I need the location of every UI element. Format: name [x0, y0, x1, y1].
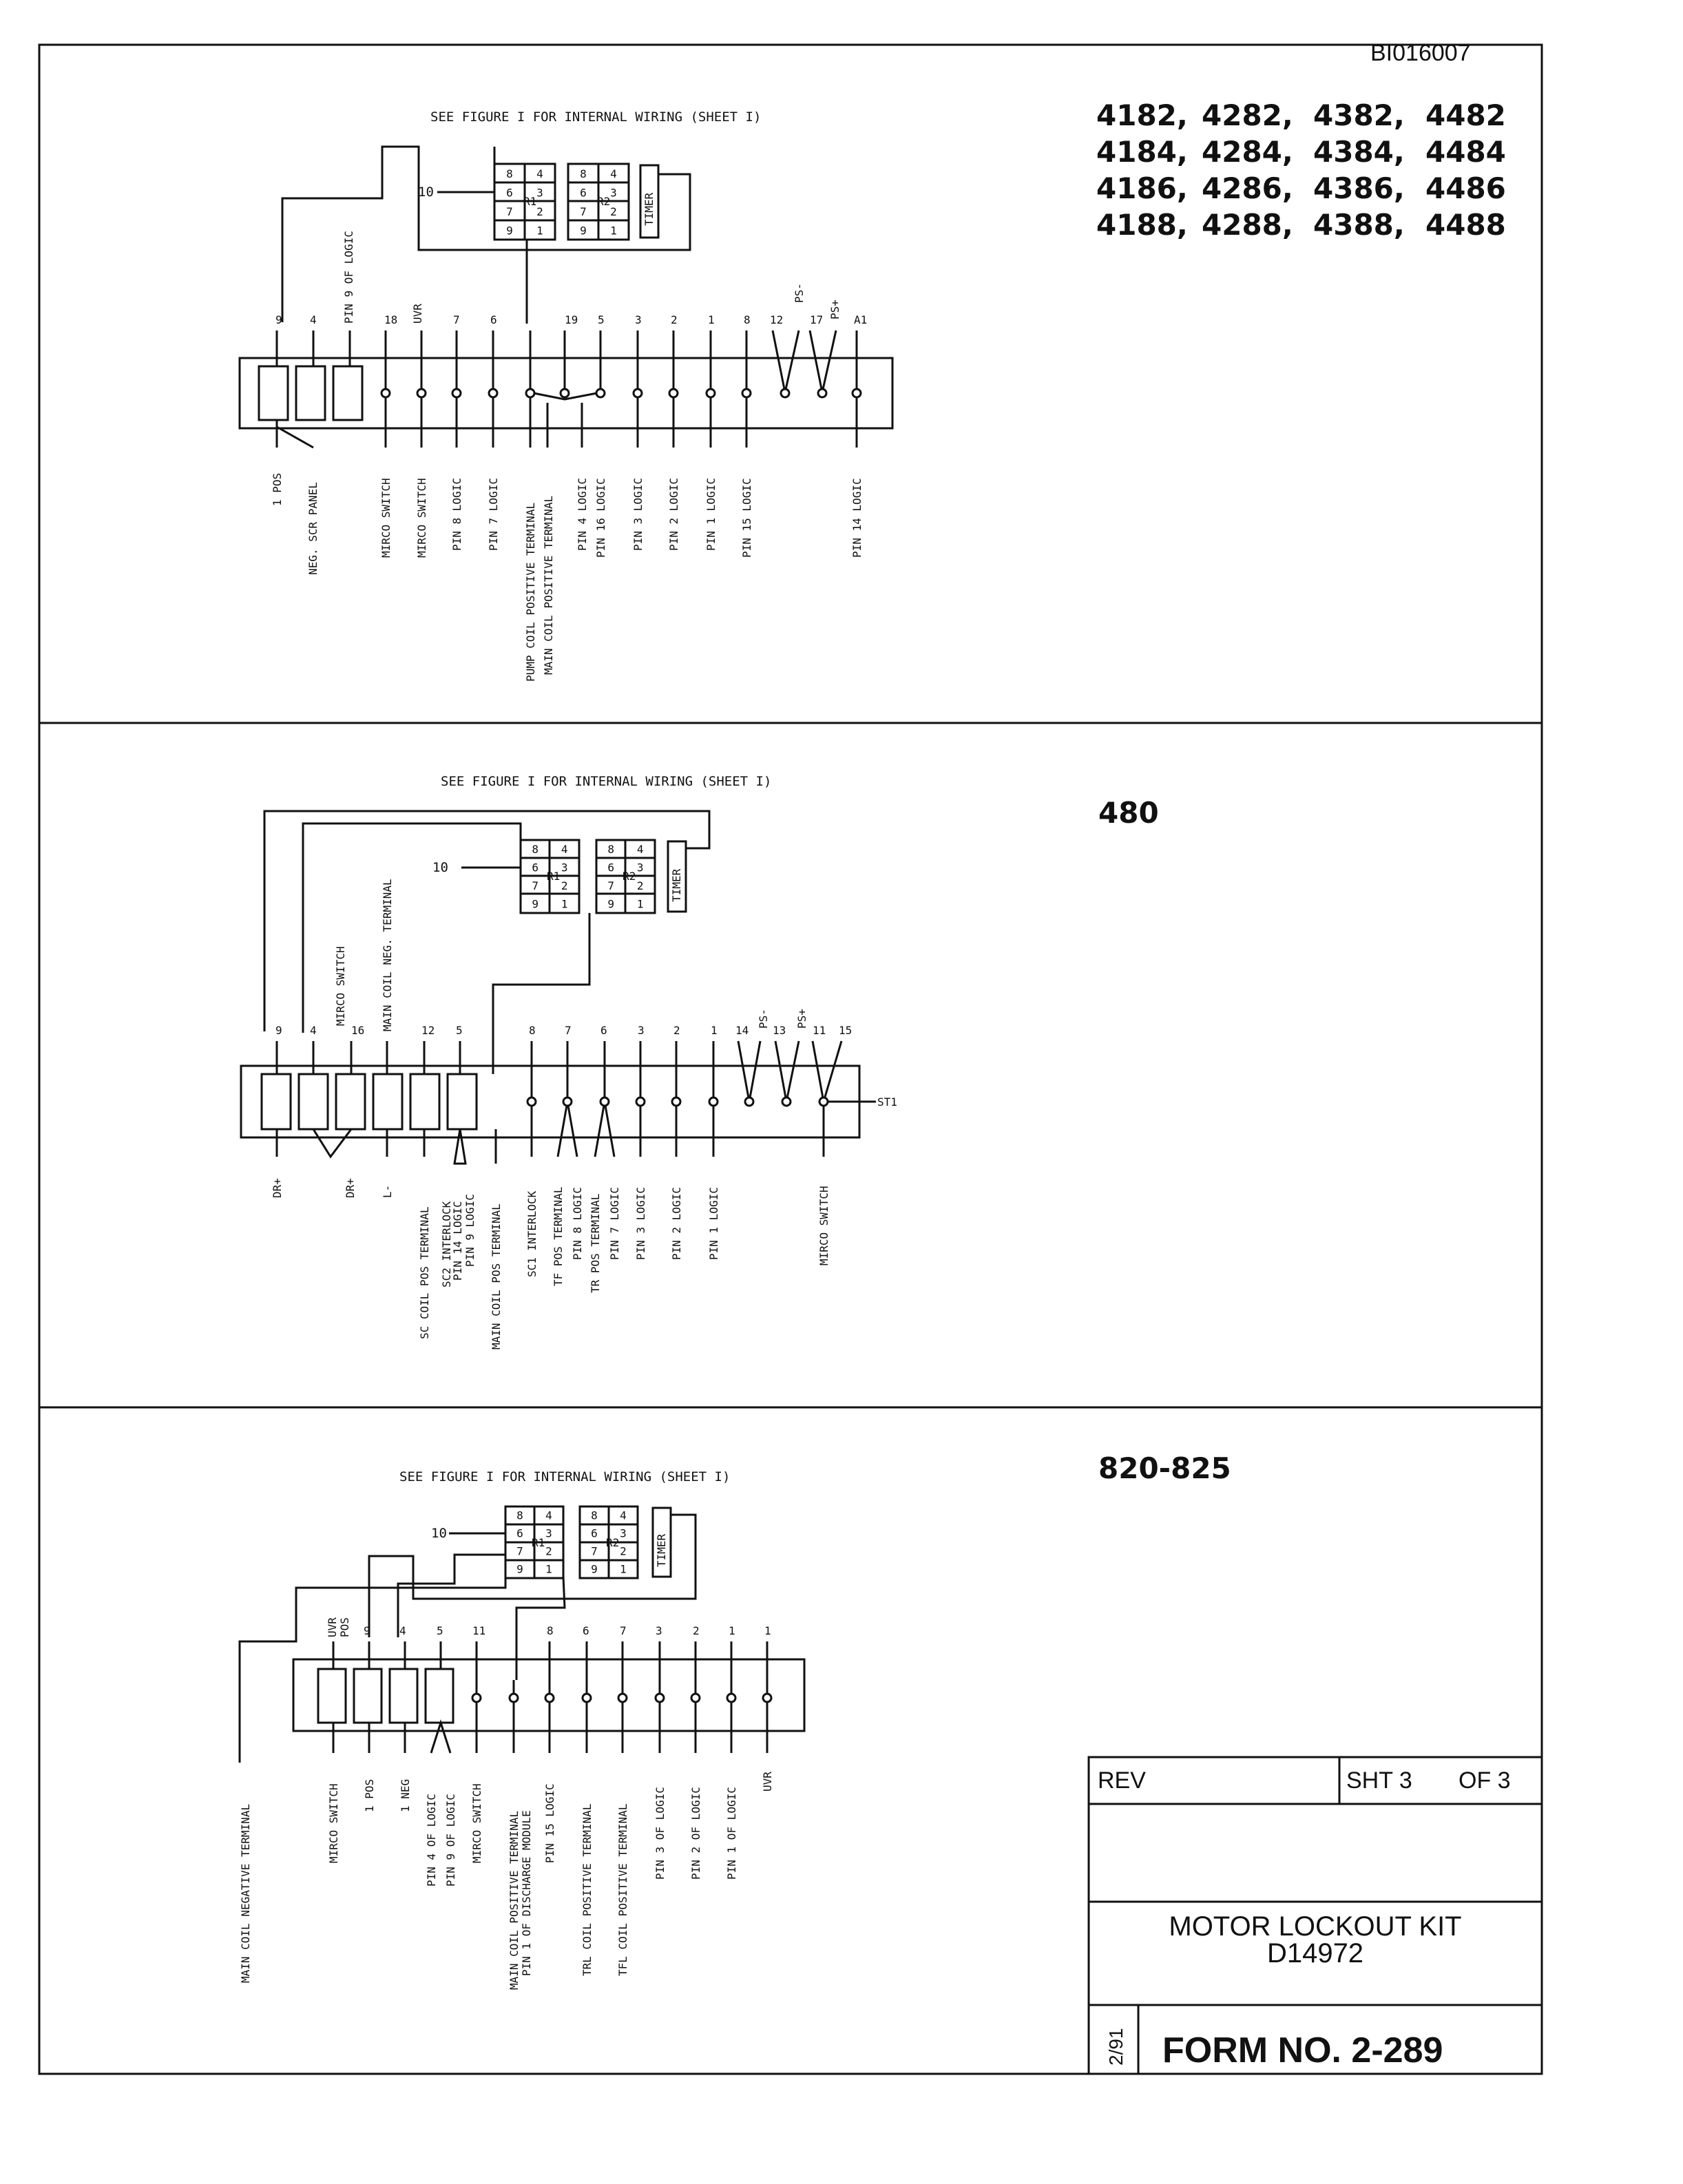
- pin-label: PIN 1 LOGIC: [704, 478, 718, 551]
- model-number: 4482: [1425, 98, 1506, 132]
- terminal-label: 13: [773, 1024, 786, 1037]
- model-number: 4484: [1425, 135, 1506, 169]
- terminal-dot: [489, 389, 497, 397]
- relay-cell-number: 7: [591, 1544, 598, 1558]
- pin-label: MIRCO SWITCH: [379, 478, 393, 558]
- terminal-label: 7: [565, 1024, 572, 1037]
- model-number: 4382,: [1313, 98, 1405, 132]
- terminal-label: 4: [310, 1024, 317, 1037]
- terminal-label: 2: [671, 313, 678, 326]
- relay-cell-number: 8: [532, 843, 539, 857]
- pin-label: 1 POS: [271, 472, 284, 506]
- relay-r1: [505, 1506, 563, 1578]
- model-number: 4282,: [1202, 98, 1293, 132]
- relay-cell-number: 1: [620, 1562, 627, 1576]
- terminal-dot: [510, 1694, 518, 1702]
- terminal-label: 7: [453, 313, 460, 326]
- relay-cell-number: 9: [516, 1562, 523, 1576]
- pin-label: PIN 9 OF LOGIC: [444, 1794, 457, 1887]
- model-number: 4386,: [1313, 171, 1405, 205]
- relay-cell-number: 4: [536, 167, 543, 180]
- terminal-label: 4: [310, 313, 317, 326]
- terminal-label: 8: [547, 1624, 554, 1637]
- relay-cell-number: 7: [607, 879, 615, 893]
- model-number: 4182,: [1096, 98, 1188, 132]
- terminal-label: 9: [275, 1024, 282, 1037]
- pin-label: MIRCO SWITCH: [415, 478, 428, 558]
- terminal-dot: [527, 1098, 536, 1106]
- pin-label: PIN 7 LOGIC: [608, 1187, 621, 1260]
- terminal-dot: [669, 389, 678, 397]
- pin-label: MAIN COIL NEGATIVE TERMINAL: [239, 1803, 252, 1983]
- pin-label: MIRCO SWITCH: [327, 1783, 340, 1863]
- pin-label: UVR: [761, 1772, 774, 1792]
- terminal-label: A1: [854, 313, 868, 326]
- relay-cell-number: 2: [545, 1544, 552, 1558]
- relay-cell-number: 4: [561, 843, 568, 857]
- pin-label: PIN 9 LOGIC: [463, 1194, 477, 1267]
- pin-label: MAIN COIL POSITIVE TERMINAL: [508, 1810, 521, 1990]
- panel-1-bottom-labels: [271, 473, 864, 682]
- relay-cell-number: 3: [561, 861, 568, 874]
- relay-cell-number: 2: [610, 204, 617, 218]
- terminal-label: 12: [421, 1024, 435, 1037]
- terminal-label: 3: [656, 1624, 662, 1637]
- pin-label: TFL COIL POSITIVE TERMINAL: [616, 1803, 629, 1976]
- pin-label: PIN 2 LOGIC: [670, 1187, 683, 1260]
- terminal-label: 1: [708, 313, 715, 326]
- terminal-dot: [381, 389, 390, 397]
- model-number: 4286,: [1202, 171, 1293, 205]
- pin-label: MIRCO SWITCH: [470, 1783, 483, 1863]
- pin-label: PIN 7 LOGIC: [487, 478, 500, 551]
- side-label: 10: [432, 860, 448, 875]
- terminal-label: 15: [839, 1024, 853, 1037]
- relay-cell-number: 8: [516, 1509, 523, 1522]
- diode: [333, 366, 362, 420]
- terminal-label: 1: [764, 1624, 771, 1637]
- pin-label: PIN 4 OF LOGIC: [425, 1794, 438, 1887]
- terminal-dot: [561, 389, 569, 397]
- panel-1: [240, 98, 1506, 682]
- timer-module: [640, 165, 658, 238]
- terminal-dot: [452, 389, 461, 397]
- pin-label: MIRCO SWITCH: [817, 1186, 830, 1266]
- title-block: [1089, 1757, 1542, 2074]
- terminal-dot: [727, 1694, 735, 1702]
- pin-label: MAIN COIL POS TERMINAL: [490, 1204, 503, 1350]
- terminal-label: 11: [472, 1624, 486, 1637]
- relay-cell-number: 6: [532, 861, 539, 874]
- terminal-label: UVR: [326, 1617, 339, 1637]
- terminal-label: 6: [583, 1624, 589, 1637]
- diode: [296, 366, 325, 420]
- pin-label: SC COIL POS TERMINAL: [418, 1206, 431, 1339]
- terminal-dot: [472, 1694, 481, 1702]
- diode: [373, 1074, 402, 1129]
- model-number: 480: [1098, 796, 1159, 830]
- relay-cell-number: 7: [532, 879, 539, 893]
- relay-cell-number: 3: [536, 186, 543, 200]
- pin-label: PIN 8 LOGIC: [450, 478, 463, 551]
- terminal-label: 7: [620, 1624, 627, 1637]
- diode: [336, 1074, 365, 1129]
- terminal-dot: [634, 389, 642, 397]
- diode: [262, 1074, 291, 1129]
- pin-label: MAIN COIL POSITIVE TERMINAL: [542, 495, 555, 675]
- relay-r1-label: R1: [532, 1536, 545, 1549]
- diode: [410, 1074, 439, 1129]
- terminal-dot: [745, 1098, 753, 1106]
- revision-date: 2/91: [1105, 2028, 1127, 2066]
- relay-cell-number: 1: [610, 224, 617, 238]
- relay-r1: [521, 840, 579, 913]
- terminal-label: 2: [693, 1624, 700, 1637]
- terminal-label: 12: [770, 313, 784, 326]
- terminal-label: 9: [364, 1624, 370, 1637]
- side-label: 10: [418, 185, 434, 200]
- pin-label: PIN 4 LOGIC: [576, 478, 589, 551]
- relay-cell-number: 9: [506, 224, 513, 238]
- terminal-dot: [819, 1098, 828, 1106]
- relay-cell-number: 2: [636, 879, 644, 893]
- relay-r2: [596, 840, 655, 913]
- terminal-dot: [818, 389, 826, 397]
- pin-label: PIN 1 OF LOGIC: [725, 1787, 738, 1880]
- terminal-dot: [636, 1098, 645, 1106]
- diode: [390, 1669, 417, 1723]
- terminal-label: 1: [729, 1624, 735, 1637]
- terminal-label: ST1: [877, 1095, 897, 1109]
- terminal-dot: [672, 1098, 680, 1106]
- terminal-label: 5: [456, 1024, 463, 1037]
- relay-cell-number: 4: [636, 843, 644, 857]
- pin-label: PIN 15 LOGIC: [543, 1783, 556, 1863]
- part-number: D14972: [1266, 1938, 1364, 1968]
- pin-label: PIN 2 LOGIC: [667, 478, 680, 551]
- terminal-dot: [656, 1694, 664, 1702]
- terminal-strip: [241, 1066, 859, 1137]
- sheet-border: [39, 45, 1542, 2074]
- side-label: 10: [431, 1526, 447, 1541]
- terminal-dot: [691, 1694, 700, 1702]
- relay-cell-number: 6: [516, 1526, 523, 1540]
- terminal-label: PS+: [795, 1009, 808, 1029]
- timer-label: TIMER: [655, 1533, 668, 1567]
- pin-label: PIN 3 OF LOGIC: [654, 1787, 667, 1880]
- terminal-label: POS: [338, 1617, 351, 1637]
- terminal-label: MIRCO SWITCH: [334, 946, 347, 1026]
- terminal-label: 4: [399, 1624, 406, 1637]
- relay-cell-number: 6: [506, 186, 513, 200]
- sheet-label: SHT 3: [1346, 1767, 1412, 1794]
- terminal-label: 1: [711, 1024, 718, 1037]
- relay-cell-number: 4: [545, 1509, 552, 1522]
- relay-cell-number: 9: [580, 224, 587, 238]
- panel-1-model-list: [1096, 98, 1506, 242]
- relay-r1-label: R1: [523, 195, 537, 208]
- timer-module: [653, 1508, 671, 1577]
- panel-3-heading: SEE FIGURE I FOR INTERNAL WIRING (SHEET I): [399, 1469, 731, 1484]
- relay-cell-number: 1: [536, 224, 543, 238]
- pin-label: NEG. SCR PANEL: [306, 482, 320, 575]
- relay-r2-label: R2: [623, 870, 636, 883]
- relay-cell-number: 8: [506, 167, 513, 180]
- panel-3-bottom-labels: [239, 1772, 774, 1990]
- relay-cell-number: 6: [591, 1526, 598, 1540]
- drawing-title: MOTOR LOCKOUT KIT: [1169, 1911, 1462, 1942]
- terminal-dot: [618, 1694, 627, 1702]
- terminal-dot: [782, 1098, 791, 1106]
- relay-cell-number: 9: [607, 897, 615, 911]
- pin-label: 1 NEG: [399, 1778, 412, 1812]
- relay-r1: [494, 164, 555, 240]
- relay-r1-label: R1: [547, 870, 561, 883]
- terminal-dot: [596, 389, 605, 397]
- model-number: 4384,: [1313, 135, 1405, 169]
- pin-label: SC1 INTERLOCK: [525, 1190, 539, 1277]
- pin-label: PIN 1 LOGIC: [707, 1187, 720, 1260]
- terminal-label: PS-: [757, 1009, 770, 1029]
- terminal-dot: [742, 389, 751, 397]
- diode: [354, 1669, 381, 1723]
- relay-r2-label: R2: [606, 1536, 620, 1549]
- diode: [299, 1074, 328, 1129]
- terminal-label: MAIN COIL NEG. TERMINAL: [381, 879, 394, 1031]
- terminal-label: 18: [384, 313, 398, 326]
- relay-r2: [568, 164, 629, 240]
- relay-r2-label: R2: [597, 195, 611, 208]
- terminal-label: PIN 9 OF LOGIC: [342, 231, 355, 324]
- relay-cell-number: 6: [580, 186, 587, 200]
- relay-cell-number: 8: [607, 843, 615, 857]
- pin-label: L-: [381, 1184, 394, 1198]
- terminal-dot: [600, 1098, 609, 1106]
- terminal-label: 2: [673, 1024, 680, 1037]
- relay-cell-number: 7: [516, 1544, 523, 1558]
- timer-module: [668, 841, 686, 912]
- sheet-total: OF 3: [1459, 1767, 1511, 1794]
- document-id: BI016007: [1370, 40, 1471, 66]
- panel-3: [239, 1451, 1231, 1990]
- terminal-dot: [853, 389, 861, 397]
- diode: [259, 366, 288, 420]
- relay-cell-number: 6: [607, 861, 615, 874]
- pin-label: SC2 INTERLOCK: [440, 1201, 453, 1288]
- model-number: 4288,: [1202, 208, 1293, 242]
- terminal-label: 14: [735, 1024, 749, 1037]
- panel-3-top-terminals: [326, 1617, 771, 1637]
- relay-cell-number: 7: [506, 204, 513, 218]
- terminal-dot: [709, 1098, 718, 1106]
- pin-label: PIN 3 LOGIC: [634, 1187, 647, 1260]
- terminal-label: PS+: [828, 300, 842, 319]
- terminal-label: 6: [490, 313, 497, 326]
- relay-r2: [580, 1506, 638, 1578]
- timer-label: TIMER: [670, 868, 683, 902]
- pin-label: PIN 15 LOGIC: [740, 478, 753, 558]
- pin-label: TF POS TERMINAL: [552, 1186, 565, 1286]
- terminal-label: 19: [565, 313, 578, 326]
- pin-label: PIN 8 LOGIC: [571, 1187, 584, 1260]
- relay-cell-number: 4: [610, 167, 617, 180]
- terminal-label: 3: [638, 1024, 645, 1037]
- relay-cell-number: 9: [532, 897, 539, 911]
- terminal-dot: [763, 1694, 771, 1702]
- relay-cell-number: 7: [580, 204, 587, 218]
- diode: [318, 1669, 346, 1723]
- pin-label: PIN 14 LOGIC: [850, 478, 864, 558]
- timer-label: TIMER: [642, 192, 656, 226]
- pin-label: PIN 1 OF DISCHARGE MODULE: [520, 1810, 533, 1976]
- relay-cell-number: 1: [561, 897, 568, 911]
- model-number: 4284,: [1202, 135, 1293, 169]
- relay-cell-number: 3: [610, 186, 617, 200]
- panel-2-terminal-wires: [277, 1041, 897, 1164]
- terminal-dot: [545, 1694, 554, 1702]
- relay-cell-number: 2: [536, 204, 543, 218]
- model-number: 4388,: [1313, 208, 1405, 242]
- panel-2-heading: SEE FIGURE I FOR INTERNAL WIRING (SHEET I): [441, 774, 772, 789]
- pin-label: 1 POS: [363, 1778, 376, 1812]
- model-number: 4186,: [1096, 171, 1188, 205]
- panel-2: [241, 774, 1159, 1350]
- terminal-label: 16: [351, 1024, 365, 1037]
- relay-cell-number: 3: [545, 1526, 552, 1540]
- terminal-dot: [563, 1098, 572, 1106]
- relay-cell-number: 2: [561, 879, 568, 893]
- terminal-label: UVR: [411, 304, 424, 324]
- relay-cell-number: 3: [620, 1526, 627, 1540]
- terminal-label: PS-: [793, 283, 806, 303]
- relay-cell-number: 3: [636, 861, 644, 874]
- terminal-label: 11: [813, 1024, 826, 1037]
- diode: [426, 1669, 453, 1723]
- relay-cell-number: 1: [545, 1562, 552, 1576]
- model-number: 4486: [1425, 171, 1506, 205]
- terminal-label: 8: [529, 1024, 536, 1037]
- pin-label: PUMP COIL POSITIVE TERMINAL: [524, 502, 537, 682]
- terminal-dot: [526, 389, 534, 397]
- terminal-label: 5: [598, 313, 605, 326]
- relay-cell-number: 2: [620, 1544, 627, 1558]
- terminal-dot: [707, 389, 715, 397]
- model-number: 4184,: [1096, 135, 1188, 169]
- relay-cell-number: 1: [636, 897, 644, 911]
- terminal-dot: [417, 389, 426, 397]
- panel-2-bottom-labels: [271, 1178, 830, 1350]
- terminal-label: 8: [744, 313, 751, 326]
- terminal-label: 6: [600, 1024, 607, 1037]
- pin-label: TRL COIL POSITIVE TERMINAL: [581, 1803, 594, 1976]
- pin-label: DR+: [344, 1178, 357, 1198]
- pin-label: PIN 2 OF LOGIC: [689, 1787, 702, 1880]
- relay-cell-number: 4: [620, 1509, 627, 1522]
- diode: [448, 1074, 477, 1129]
- panel-1-heading: SEE FIGURE I FOR INTERNAL WIRING (SHEET I): [430, 109, 762, 125]
- terminal-dot: [583, 1694, 591, 1702]
- pin-label: PIN 14 LOGIC: [451, 1201, 464, 1281]
- form-number: FORM NO. 2-289: [1162, 2030, 1443, 2070]
- terminal-dot: [781, 389, 789, 397]
- terminal-label: 5: [437, 1624, 443, 1637]
- model-number: 4488: [1425, 208, 1506, 242]
- model-number: 4188,: [1096, 208, 1188, 242]
- panel-1-top-terminals: [275, 231, 867, 326]
- pin-label: TR POS TERMINAL: [589, 1193, 602, 1293]
- relay-cell-number: 8: [591, 1509, 598, 1522]
- pin-label: PIN 3 LOGIC: [631, 478, 645, 551]
- terminal-label: 9: [275, 313, 282, 326]
- relay-cell-number: 8: [580, 167, 587, 180]
- pin-label: DR+: [271, 1178, 284, 1198]
- model-number: 820-825: [1098, 1451, 1231, 1485]
- rev-label: REV: [1098, 1767, 1146, 1794]
- pin-label: PIN 16 LOGIC: [594, 478, 607, 558]
- terminal-label: 17: [810, 313, 824, 326]
- relay-cell-number: 9: [591, 1562, 598, 1576]
- terminal-label: 3: [635, 313, 642, 326]
